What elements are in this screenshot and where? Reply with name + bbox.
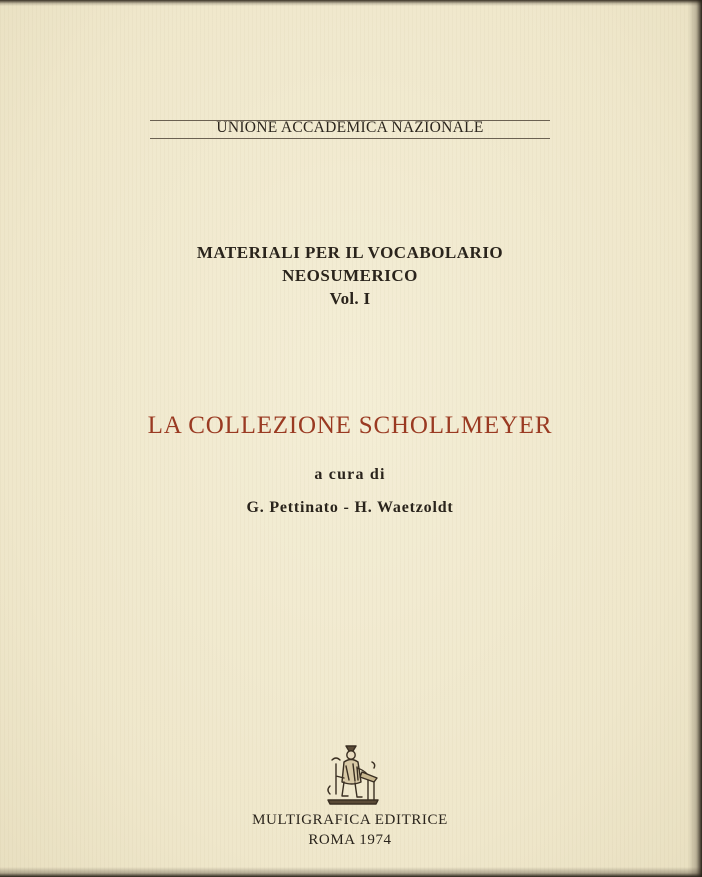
- publication-place-year: ROMA 1974: [308, 832, 392, 848]
- cover-top-edge: [0, 0, 702, 6]
- editor-prefix: a cura di: [314, 466, 386, 483]
- book-title: LA COLLEZIONE SCHOLLMEYER: [147, 412, 553, 439]
- volume-number: Vol. I: [329, 289, 371, 308]
- series-rule-bottom: [150, 138, 550, 139]
- collection-line-1: MATERIALI PER IL VOCABOLARIO: [196, 243, 504, 262]
- printer-mark-icon: [322, 742, 380, 806]
- cover-right-edge: [688, 0, 702, 877]
- editors: G. Pettinato - H. Waetzoldt: [246, 499, 454, 516]
- cover-bottom-edge: [0, 867, 702, 877]
- series-institution: UNIONE ACCADEMICA NAZIONALE: [216, 119, 484, 136]
- publisher-name: MULTIGRAFICA EDITRICE: [252, 812, 448, 828]
- collection-line-2: NEOSUMERICO: [282, 266, 418, 285]
